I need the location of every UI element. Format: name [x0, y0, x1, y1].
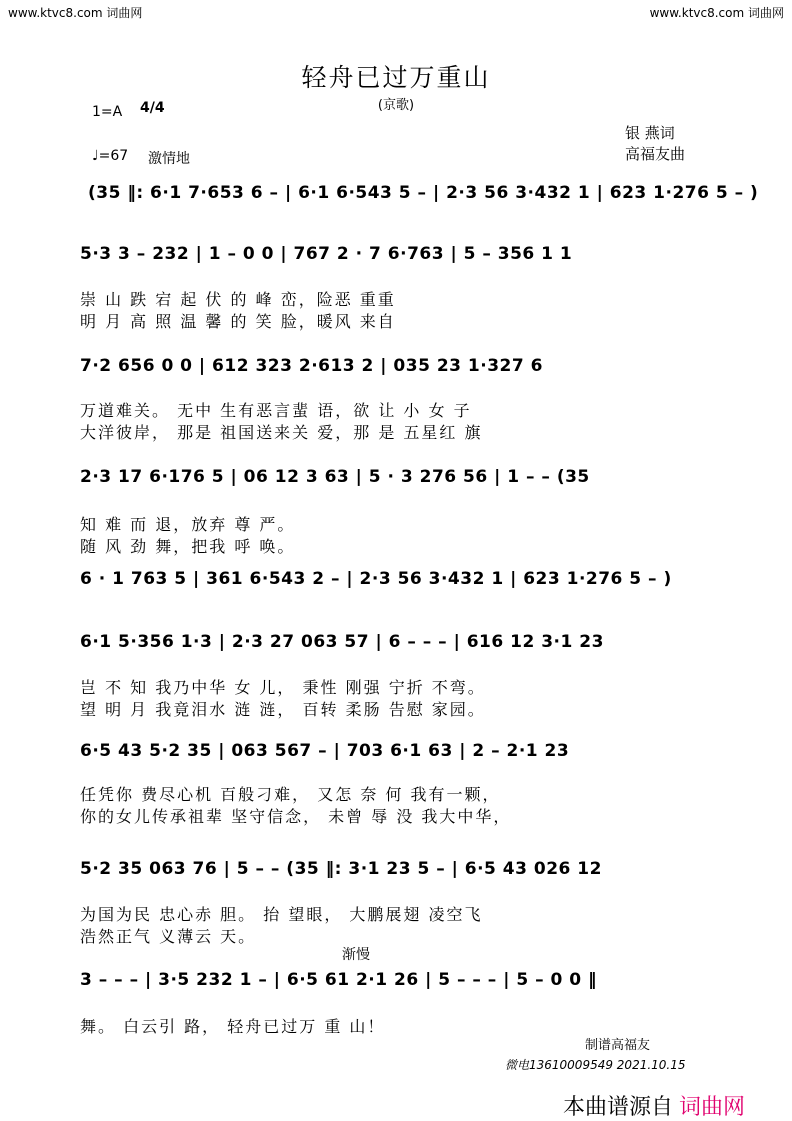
score-row-5: 6 · 1 763 5 | 361 6·543 2 – | 2·3 56 3·432 1 | 623 1·276 5 – ) [80, 569, 672, 589]
lyrics-row-4-verse-1: 知 难 而 退，放弃 尊 严。 [80, 515, 296, 534]
lyrics-row-3-verse-1: 万道难关。 无中 生有恶言蜚 语，欲 让 小 女 子 [80, 401, 472, 420]
lyrics-row-2-verse-1: 崇 山 跌 宕 起 伏 的 峰 峦，险恶 重重 [80, 290, 396, 309]
score-row-7: 6·5 43 5·2 35 | 063 567 – | 703 6·1 63 | 2 – 2·1 23 [80, 741, 570, 761]
score-row-3: 7·2 656 0 0 | 612 323 2·613 2 | 035 23 1·327 6 [80, 356, 543, 376]
source-brand [563, 1090, 745, 1121]
score-row-1: (35 ‖: 6·1 7·653 6 – | 6·1 6·543 5 – | 2·3 56 3·432 1 | 623 1·276 5 – ) [88, 183, 759, 203]
contact-info: 微电13610009549 2021.10.15 [505, 1058, 686, 1072]
lyrics-row-6-verse-2: 望 明 月 我竟泪水 涟 涟， 百转 柔肠 告慰 家园。 [80, 700, 486, 719]
lyrics-row-8-verse-2: 浩然正气 义薄云 天。 [80, 927, 257, 946]
watermark-right: www.ktvc8.com 词曲网 [649, 6, 784, 20]
score-row-8: 5·2 35 063 76 | 5 – – (35 ‖: 3·1 23 5 – | 6·5 43 026 12 [80, 859, 602, 879]
key-signature: 1=A [92, 104, 123, 120]
notator-credit: 制谱高福友 [585, 1038, 651, 1053]
lyrics-row-8-verse-1: 为国为民 忠心赤 胆。 抬 望眼， 大鹏展翅 凌空飞 [80, 905, 483, 924]
score-row-2: 5·3 3 – 232 | 1 – 0 0 | 767 2 · 7 6·763 | 5 – 356 1 1 [80, 244, 573, 264]
mood-marking: 激情地 [148, 151, 190, 167]
score-row-9: 3 – – – | 3·5 232 1 – | 6·5 61 2·1 26 | 5 – – – | 5 – 0 0 ‖ [80, 970, 597, 990]
source-brand-text: 本曲谱源自 [563, 1095, 674, 1120]
tempo-marking: ♩=67 [92, 148, 129, 164]
lyrics-row-4-verse-2: 随 风 劲 舞，把我 呼 唤。 [80, 537, 296, 556]
watermark-left: www.ktvc8.com 词曲网 [8, 6, 143, 20]
score-row-4: 2·3 17 6·176 5 | 06 12 3 63 | 5 · 3 276 56 | 1 – – (35 [80, 467, 590, 487]
song-title: 轻舟已过万重山 [301, 63, 491, 92]
lyrics-row-2-verse-2: 明 月 高 照 温 馨 的 笑 脸，暖风 来自 [80, 312, 396, 331]
lyrics-row-3-verse-2: 大洋彼岸， 那是 祖国送来关 爱，那 是 五星红 旗 [80, 423, 483, 442]
lyrics-row-7-verse-2: 你的女儿传承祖辈 坚守信念， 未曾 辱 没 我大中华， [80, 807, 512, 826]
lyrics-row-9-verse-1: 舞。 白云引 路， 轻舟已过万 重 山！ [80, 1017, 386, 1036]
song-subtitle: (京歌) [377, 98, 415, 113]
tempo-change-mark: 渐慢 [342, 947, 370, 963]
time-signature: 4/4 [140, 100, 165, 116]
lyrics-row-7-verse-1: 任凭你 费尽心机 百般刁难， 又怎 奈 何 我有一颗， [80, 785, 501, 804]
lyricist-credit: 银 燕词 [625, 124, 675, 142]
composer-credit: 高福友曲 [625, 145, 686, 163]
score-row-6: 6·1 5·356 1·3 | 2·3 27 063 57 | 6 – – – | 616 12 3·1 23 [80, 632, 604, 652]
lyrics-row-6-verse-1: 岂 不 知 我乃中华 女 儿， 秉性 刚强 宁折 不弯。 [80, 678, 486, 697]
source-brand-site: 词曲网 [679, 1095, 746, 1120]
